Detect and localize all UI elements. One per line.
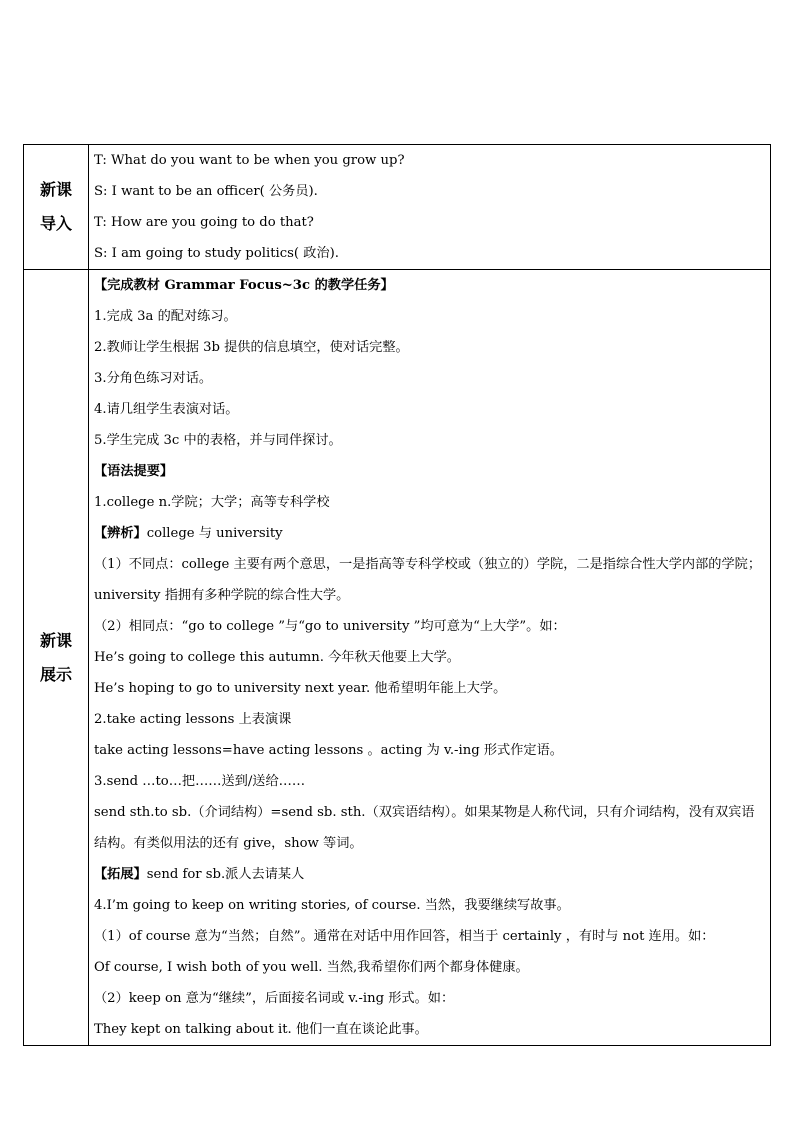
expand-rest: send for sb.派人去请某人 xyxy=(146,867,305,882)
keep-title: 4.I’m going to keep on writing stories, of course. 当然，我要继续写故事。 xyxy=(94,898,570,913)
analysis-rest: college 与 university xyxy=(146,526,283,541)
example-sentence: He’s hoping to go to university next year. 他希望明年能上大学。 xyxy=(94,681,507,696)
of-course-paragraph: （1）of course 意为“当然；自然”。通常在对话中用作回答，相当于 certainly ，有时与 not 连用。如： xyxy=(94,929,715,944)
acting-explanation: take acting lessons=have acting lessons 。acting 为 v.-ing 形式作定语。 xyxy=(94,743,563,758)
task-item: 1.完成 3a 的配对练习。 xyxy=(94,309,237,324)
difference-paragraph: （1）不同点：college 主要有两个意思，一是指高等专科学校或（独立的）学院，二是指综合性大学内部的学院；university 指拥有多种学院的综合性大学。 xyxy=(94,557,762,603)
task-heading: 【完成教材 Grammar Focus~3c 的教学任务】 xyxy=(94,278,394,293)
dialogue-line: T: What do you want to be when you grow up? xyxy=(94,153,405,168)
task-item: 3.分角色练习对话。 xyxy=(94,371,213,386)
example-sentence: Of course, I wish both of you well. 当然,我希望你们两个都身体健康。 xyxy=(94,960,529,975)
similarity-paragraph: （2）相同点：“go to college ”与“go to university ”均可意为“上大学”。如： xyxy=(94,619,566,634)
lead-in-label-line1: 新课 xyxy=(39,180,72,199)
task-item: 2.教师让学生根据 3b 提供的信息填空，使对话完整。 xyxy=(94,340,409,355)
dialogue-line: S: I want to be an officer( 公务员). xyxy=(94,184,318,199)
lesson-table xyxy=(23,144,771,1046)
presentation-label xyxy=(24,270,89,1046)
dialogue-line: T: How are you going to do that? xyxy=(94,215,314,230)
presentation-row xyxy=(24,270,771,1046)
grammar-heading: 【语法提要】 xyxy=(94,464,174,479)
task-item: 4.请几组学生表演对话。 xyxy=(94,402,239,417)
analysis-tag: 【辨析】 xyxy=(94,526,147,541)
keep-on-paragraph: （2）keep on 意为“继续”，后面接名词或 v.-ing 形式。如： xyxy=(94,991,455,1006)
example-sentence: They kept on talking about it. 他们一直在谈论此事。 xyxy=(94,1022,428,1037)
analysis-line xyxy=(94,518,766,549)
example-sentence: He’s going to college this autumn. 今年秋天他要上大学。 xyxy=(94,650,460,665)
lead-in-row xyxy=(24,145,771,270)
send-explanation: send sth.to sb.（介词结构）=send sb. sth.（双宾语结构）。如果某物是人称代词，只有介词结构，没有双宾语结构。有类似用法的还有 give，show 等词。 xyxy=(94,805,755,851)
dialogue-line: S: I am going to study politics( 政治). xyxy=(94,246,339,261)
expand-line xyxy=(94,859,766,890)
lead-in-label-line2: 导入 xyxy=(39,214,72,233)
presentation-label-line2: 展示 xyxy=(39,664,72,684)
lead-in-content xyxy=(89,145,771,270)
task-item: 5.学生完成 3c 中的表格，并与同伴探讨。 xyxy=(94,433,342,448)
lead-in-label xyxy=(24,145,89,270)
college-title: 1.college n.学院；大学；高等专科学校 xyxy=(94,495,330,510)
presentation-label-line1: 新课 xyxy=(39,630,72,650)
presentation-content xyxy=(89,270,771,1046)
acting-title: 2.take acting lessons 上表演课 xyxy=(94,712,292,727)
expand-tag: 【拓展】 xyxy=(94,867,147,882)
send-title: 3.send …to…把……送到/送给…… xyxy=(94,774,306,789)
